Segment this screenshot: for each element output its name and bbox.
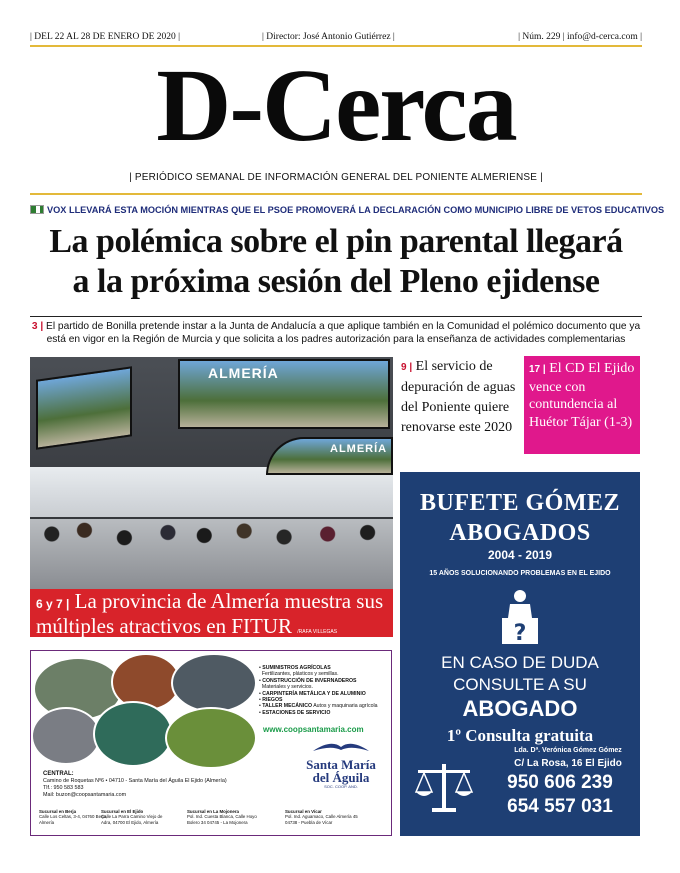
caption-text: La provincia de Almería muestra sus múltiples atractivos en FITUR (36, 589, 384, 638)
branch-item: Sucursal en La Mojonera Pol. Ind. Cuesta Blanca, Calle Hoyo Bolero 34 04745 - La Mojonera (187, 809, 257, 825)
issue-number-email: | Núm. 229 | info@d-cerca.com | (518, 32, 642, 42)
doubt-line-2: CONSULTE A SU (453, 675, 587, 694)
story-water-page-ref: 9 | (401, 362, 413, 373)
collage-photo-welding (93, 701, 173, 767)
service-item: • SUMINISTROS AGRÍCOLAS Fertilizantes, plásticos y semillas. (259, 665, 339, 678)
masthead-top-rule (30, 45, 642, 47)
law-firm-years: 2004 - 2019 (487, 548, 553, 562)
law-firm-lawyer-word: ABOGADO (462, 696, 578, 721)
cooperative-headquarters (43, 771, 283, 799)
story-water-treatment[interactable] (401, 357, 521, 438)
law-firm-lawyer-name: Lda. Dª. Verónica Gómez Gómez (514, 747, 622, 754)
caption-page-ref: 6 y 7 | (36, 597, 70, 611)
law-firm-name-line-2: ABOGADOS (449, 520, 591, 546)
law-firm-name (400, 488, 640, 548)
kicker-text: VOX LLEVARÁ ESTA MOCIÓN MIENTRAS QUE EL PSOE PROMOVERÁ LA DECLARACIÓN COMO MUNICIPIO LIBRE DE VETOS EDUCATIVOS (47, 205, 665, 215)
hq-title: CENTRAL: (43, 771, 74, 777)
doubt-line-1: EN CASO DE DUDA (441, 653, 599, 672)
service-item: • TALLER MECÁNICO Autos y maquinaria agrícola (259, 703, 378, 710)
law-firm-doubt-text (400, 652, 640, 696)
law-firm-address: C/ La Rosa, 16 El Ejido (514, 758, 622, 769)
top-info-bar (30, 32, 642, 46)
main-headline[interactable] (22, 222, 650, 302)
video-screen-left (36, 366, 132, 449)
headline-line-2: a la próxima sesión del Pleno ejidense (72, 263, 600, 300)
service-item: • ESTACIONES DE SERVICIO (259, 709, 331, 716)
photo-credit: /RAFA VILLEGAS (297, 629, 338, 635)
hq-phone: Tlf.: 950 583 583 (43, 785, 84, 791)
law-firm-phone-1[interactable]: 950 606 239 (507, 772, 613, 793)
screen-label-main: ALMERÍA (208, 365, 279, 381)
branch-item: Sucursal en Berja Calle Los Celtas, 3-4, 04760 Berja, Almería (39, 809, 108, 825)
hq-mail: Mail: buzon@coopsantamaria.com (43, 792, 127, 798)
scales-of-justice-icon (412, 756, 476, 820)
main-story-lead (30, 321, 642, 346)
story-football[interactable] (524, 356, 640, 454)
law-firm-ad[interactable] (400, 472, 640, 836)
lead-page-ref: 3 | (31, 321, 44, 332)
screen-label-right: ALMERÍA (330, 443, 388, 455)
story-water-text: El servicio de depuración de aguas del Poniente quiere renovarse este 2020 (401, 359, 516, 435)
hq-address: Camino de Roquetas Nº6 • 04710 - Santa María del Águila El Ejido (Almería) (43, 778, 227, 784)
fitur-caption[interactable] (30, 589, 393, 637)
cooperative-website[interactable]: www.coopsantamaria.com (263, 725, 364, 734)
masthead-bottom-rule (30, 193, 642, 195)
service-item: • CARPINTERÍA METÁLICA Y DE ALUMINIO (259, 690, 366, 697)
story-football-text: El CD El Ejido vence con contundencia al Huétor Tájar (1-3) (529, 361, 635, 430)
collage-photo-store (31, 707, 101, 765)
branch-item: Sucursal en Vícar Pol. Ind. Aguamaco, Calle Almería 45 04738 - Puebla de Vícar (285, 809, 358, 825)
masthead-tagline: | PERIÓDICO SEMANAL DE INFORMACIÓN GENERAL DEL PONIENTE ALMERIENSE | (129, 172, 543, 183)
headline-line-1: La polémica sobre el pin parental llegará (49, 223, 623, 260)
svg-text:?: ? (513, 621, 527, 644)
lead-text: El partido de Bonilla pretende instar a la Junta de Andalucía a que aplique también en la Comunidad el polémico documento que ya está en vigor en la Región de Murcia y que solicita a los padres autorización para la enseñanza de actividades complementarias (46, 321, 641, 345)
main-story-kicker (30, 205, 665, 217)
photo-collage (31, 651, 259, 769)
issue-dates: | DEL 22 AL 28 DE ENERO DE 2020 | (30, 32, 181, 42)
flag-icon (30, 205, 44, 214)
law-firm-name-line-1: BUFETE GÓMEZ (419, 490, 621, 516)
crowd (30, 504, 393, 579)
law-firm-free-consult: 1º Consulta gratuita (446, 726, 594, 745)
story-football-page-ref: 17 | (529, 364, 546, 375)
service-item: • RIEGOS (259, 697, 283, 704)
lead-rule (30, 316, 642, 317)
cooperative-brand (293, 739, 389, 789)
collage-photo-irrigation (165, 707, 257, 769)
law-firm-slogan: 15 AÑOS SOLUCIONANDO PROBLEMAS EN EL EJIDO (429, 570, 611, 577)
doubting-man-icon (498, 588, 542, 644)
cooperative-ad[interactable] (30, 650, 392, 836)
cooperative-brand-sub: SOC. COOP. AND. (324, 784, 358, 789)
collage-photo-greenhouse (171, 653, 257, 713)
law-firm-phone-2[interactable]: 654 557 031 (507, 796, 613, 817)
cooperative-brand-name-line-1: Santa María (306, 757, 376, 772)
fitur-photo[interactable] (30, 357, 393, 589)
services-list (259, 665, 389, 716)
eagle-logo-icon (311, 739, 371, 753)
service-item: • CONSTRUCCIÓN DE INVERNADEROS Materiales y servicios. (259, 677, 357, 691)
branch-item: Sucursal en El Ejido Calle La Parra Camino Viejo de Adra, 04700 El Ejido, Almería (101, 809, 163, 825)
director-credit: | Director: José Antonio Gutiérrez | (262, 32, 395, 42)
cooperative-brand-name-line-2: del Águila (312, 770, 370, 785)
masthead-logo[interactable]: D-Cerca (30, 50, 642, 162)
